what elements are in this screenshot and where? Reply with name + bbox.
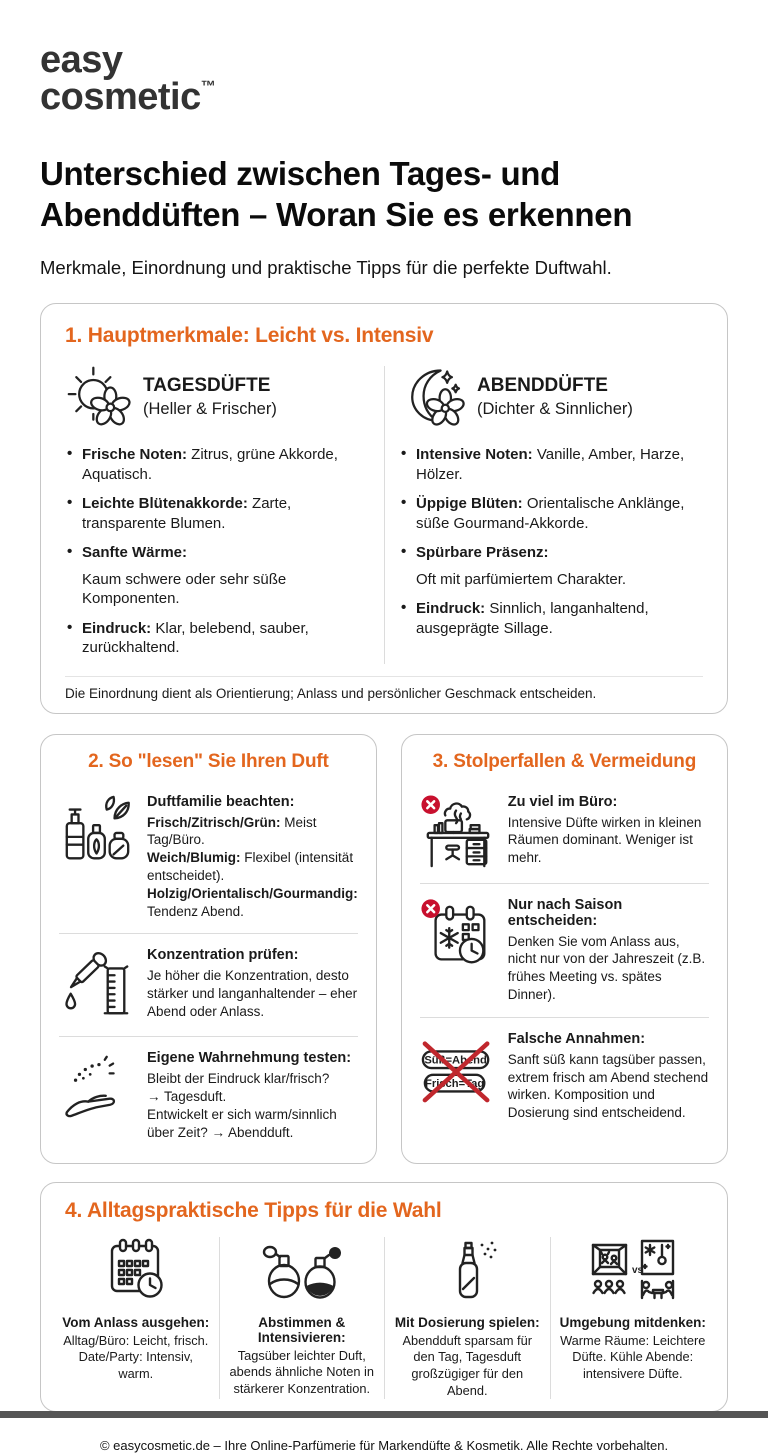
page-title-line2: Abenddüften – Woran Sie es erkennen [40, 195, 633, 233]
spray-bottle-icon [424, 1237, 510, 1303]
row-heading: Konzentration prüfen: [147, 947, 299, 964]
column-title: TAGESDÜFTE [143, 374, 271, 396]
trademark-symbol: ™ [200, 78, 216, 96]
card1-heading: 1. Hauptmerkmale: Leicht vs. Intensiv [65, 324, 434, 348]
perfume-bottles-icon [259, 1237, 345, 1303]
bullet-item: • Intensive Noten: Vanille, Amber, Harze, Hölzer. [399, 445, 703, 484]
card-tipps [40, 1182, 728, 1413]
vs-label: vs [631, 1264, 643, 1276]
card-hauptmerkmale [40, 303, 728, 714]
hand-spray-icon [59, 1050, 135, 1126]
bullet-item: • Spürbare Präsenz: Oft mit parfümiertem Charakter. [399, 543, 703, 589]
column-tagesduefte [65, 362, 369, 668]
card4-heading: 4. Alltagspraktische Tipps für die Wahl [65, 1198, 442, 1222]
column-subtitle: (Dichter & Sinnlicher) [477, 399, 633, 418]
card1-note: Die Einordnung dient als Orientierung; Anlass und persönlicher Geschmack entscheiden. [65, 676, 703, 701]
pipette-cylinder-icon [59, 947, 135, 1023]
page-title-line1: Unterschied zwischen Tages- und [40, 155, 561, 193]
bullet-item: • Sanfte Wärme: Kaum schwere oder sehr süße Komponenten. [65, 543, 369, 609]
label-suess-abend: Süß=Abend [424, 1054, 487, 1067]
row-heading: Duftfamilie beachten: [147, 793, 295, 810]
tip-title: Vom Anlass ausgehen: [62, 1314, 210, 1330]
column-title: ABENDDÜFTE [477, 374, 608, 396]
row-text: Frisch/Zitrisch/Grün: Meist Tag/Büro. Weich/Blumig: Flexibel (intensität entscheidet). Holzig/Orientalisch/Gourmandig: Tendenz Abend. [147, 814, 358, 919]
card-stolperfallen [401, 734, 728, 1164]
middle-cards [40, 734, 728, 1164]
row-text: Bleibt der Eindruck klar/frisch? → Tagesduft. Entwickelt er sich warm/sinnlich über Zeit? → Abendduft. [147, 1071, 337, 1140]
row-text: Sanft süß kann tagsüber passen, extrem frisch am Abend stechend wirken. Komposition und Dosierung sind entscheidend. [507, 1051, 709, 1121]
bullet-item: • Eindruck: Sinnlich, langanhaltend, ausgeprägte Sillage. [399, 599, 703, 638]
card2-row-wahrnehmung [59, 1036, 358, 1154]
row-heading: Nur nach Saison entscheiden: [507, 896, 623, 929]
row-text: Intensive Düfte wirken in kleinen Räumen dominant. Weniger ist mehr. [507, 814, 702, 866]
bullet-item: • Eindruck: Klar, belebend, sauber, zurückhaltend. [65, 619, 369, 658]
card-duft-lesen [40, 734, 377, 1164]
tip-text: Warme Räume: Leichtere Düfte. Kühle Abende: intensivere Düfte. [560, 1332, 706, 1381]
infographic-page [0, 39, 768, 1453]
tip-text: Alltag/Büro: Leicht, frisch. Date/Party: Intensiv, warm. [63, 1332, 209, 1381]
abendduefte-bullets [399, 445, 703, 638]
tip-abstimmen [219, 1237, 385, 1400]
row-text: Je höher die Konzentration, desto stärker und langanhaltender – eher Abend oder Anlass. [147, 968, 358, 1020]
sun-flower-icon [65, 363, 133, 431]
season-calendar-icon [420, 897, 496, 973]
card2-row-duftfamilie [59, 781, 358, 934]
row-heading: Zu viel im Büro: [507, 793, 618, 810]
tip-dosierung [384, 1237, 550, 1400]
tip-title: Umgebung mitdenken: [559, 1314, 706, 1330]
card3-row-buero [420, 781, 709, 883]
card2-row-konzentration [59, 933, 358, 1036]
label-frisch-tag: Frisch=Tag [424, 1077, 484, 1090]
row-heading: Eigene Wahrnehmung testen: [147, 1050, 352, 1067]
row-text: Denken Sie vom Anlass aus, nicht nur von der Jahreszeit (z.B. frühes Meeting vs. spätes Dinner). [507, 933, 706, 1003]
page-subtitle: Merkmale, Einordnung und praktische Tipps für die perfekte Duftwahl. [40, 257, 612, 279]
calendar-clock-icon [93, 1237, 179, 1303]
card3-row-saison [420, 883, 709, 1017]
tip-anlass [53, 1237, 219, 1400]
crossed-assumptions-icon [420, 1031, 496, 1107]
column-abendduefte [399, 362, 703, 668]
office-smoke-icon [420, 794, 496, 870]
brand-logo [40, 39, 728, 119]
tips-grid [53, 1237, 715, 1400]
tip-text: Abendduft sparsam für den Tag, Tagesduft großzügiger für den Abend. [402, 1332, 532, 1398]
brand-logo-line2: cosmetic™ [40, 76, 216, 119]
page-title [40, 154, 728, 235]
fragrance-bottles-icon [59, 794, 135, 870]
tip-title: Abstimmen & Intensivieren: [257, 1314, 346, 1345]
bullet-item: • Üppige Blüten: Orientalische Anklänge, süße Gourmand-Akkorde. [399, 494, 703, 533]
card1-columns [65, 362, 703, 668]
moon-flower-icon [399, 363, 467, 431]
card3-row-annahmen [420, 1017, 709, 1135]
tip-umgebung [550, 1237, 716, 1400]
tip-text: Tagsüber leichter Duft, abends ähnliche Noten in stärkerer Konzentration. [229, 1347, 374, 1396]
bottom-edge-bar [0, 1411, 768, 1418]
row-heading: Falsche Annahmen: [507, 1030, 646, 1047]
card2-heading: 2. So "lesen" Sie Ihren Duft [88, 750, 329, 772]
column-subtitle: (Heller & Frischer) [143, 399, 277, 418]
tip-title: Mit Dosierung spielen: [394, 1314, 540, 1330]
tagesduefte-bullets [65, 445, 369, 658]
bullet-item: • Frische Noten: Zitrus, grüne Akkorde, Aquatisch. [65, 445, 369, 484]
footer-copyright: © easycosmetic.de – Ihre Online-Parfümerie für Markendüfte & Kosmetik. Alle Rechte vorbehalten. [99, 1438, 669, 1453]
brand-logo-line1: easy [40, 39, 123, 81]
bullet-item: • Leichte Blütenakkorde: Zarte, transparente Blumen. [65, 494, 369, 533]
environment-vs-icon [590, 1237, 676, 1303]
card3-heading: 3. Stolperfallen & Vermeidung [432, 750, 697, 772]
